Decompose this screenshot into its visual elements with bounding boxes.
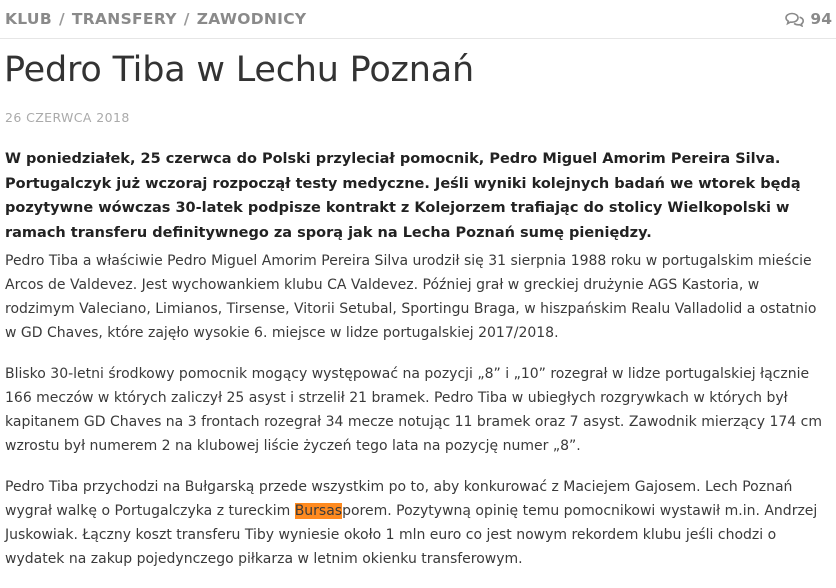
top-bar [0, 0, 836, 39]
breadcrumb-item-zawodnicy[interactable]: ZAWODNICY [196, 10, 307, 28]
breadcrumb-separator: / [183, 10, 190, 28]
paragraph-text: Pedro Tiba przychodzi na Bułgarską przede wszystkim po to, aby konkurować z Maciejem Gajosem. Lech Poznań wygrał walkę o Portugalczyka z tureckim [5, 479, 793, 519]
breadcrumb-item-klub[interactable]: KLUB [5, 10, 52, 28]
article-paragraph [5, 475, 831, 571]
article-paragraph: Blisko 30-letni środkowy pomocnik mogący występować na pozycji „8” i „10” rozegrał w lidze portugalskiej łącznie 166 meczów w których zaliczył 25 asyst i strzelił 21 bramek. Pedro Tiba w ubiegłych rozgrywkach w których był kapitanem GD Chaves na 3 frontach rozegrał 34 mecze notując 11 bramek oraz 7 asyst. Zawodnik mierzący 174 cm wzrostu był numerem 2 na klubowej liście życzeń tego lata na pozycję numer „8”. [5, 366, 822, 454]
comments-count: 94 [810, 10, 832, 28]
comments-link[interactable] [785, 10, 832, 28]
highlighted-word: Bursas [294, 503, 343, 519]
article-title: Pedro Tiba w Lechu Poznań [4, 50, 474, 90]
paragraph-text: porem. Pozytywną opinię temu pomocnikowi wystawił m.in. Andrzej Juskowiak. Łączny koszt transferu Tiby wyniesie około 1 mln euro co jest nowym rekordem klubu jeśli chodzi o wydatek na zakup pojedynczego piłkarza w letnim okienku transferowym. [5, 503, 818, 567]
article-body [5, 147, 831, 588]
article-lead: W poniedziałek, 25 czerwca do Polski przyleciał pomocnik, Pedro Miguel Amorim Pereira Silva. Portugalczyk już wczoraj rozpoczął testy medyczne. Jeśli wyniki kolejnych badań we wtorek będą pozytywne wówczas 30-latek podpisze kontrakt z Kolejorzem trafiając do stolicy Wielkopolski w ramach transferu definitywnego za sporą jak na Lecha Poznań sumę pieniędzy. [5, 151, 801, 241]
breadcrumb-item-transfery[interactable]: TRANSFERY [71, 10, 177, 28]
breadcrumb-separator: / [58, 10, 65, 28]
article-date: 26 CZERWCA 2018 [5, 110, 130, 125]
comment-bubbles-icon [785, 12, 804, 27]
article-paragraph: Pedro Tiba a właściwie Pedro Miguel Amorim Pereira Silva urodził się 31 sierpnia 1988 roku w portugalskim mieście Arcos de Valdevez. Jest wychowankiem klubu CA Valdevez. Później grał w greckiej drużynie AGS Kastoria, w rodzimym Valeciano, Limianos, Tirsense, Vitorii Setubal, Sportingu Braga, w hiszpańskim Realu Valladolid a ostatnio w GD Chaves, które zajęło wysokie 6. miejsce w lidze portugalskiej 2017/2018. [5, 253, 817, 341]
breadcrumb [5, 10, 306, 28]
